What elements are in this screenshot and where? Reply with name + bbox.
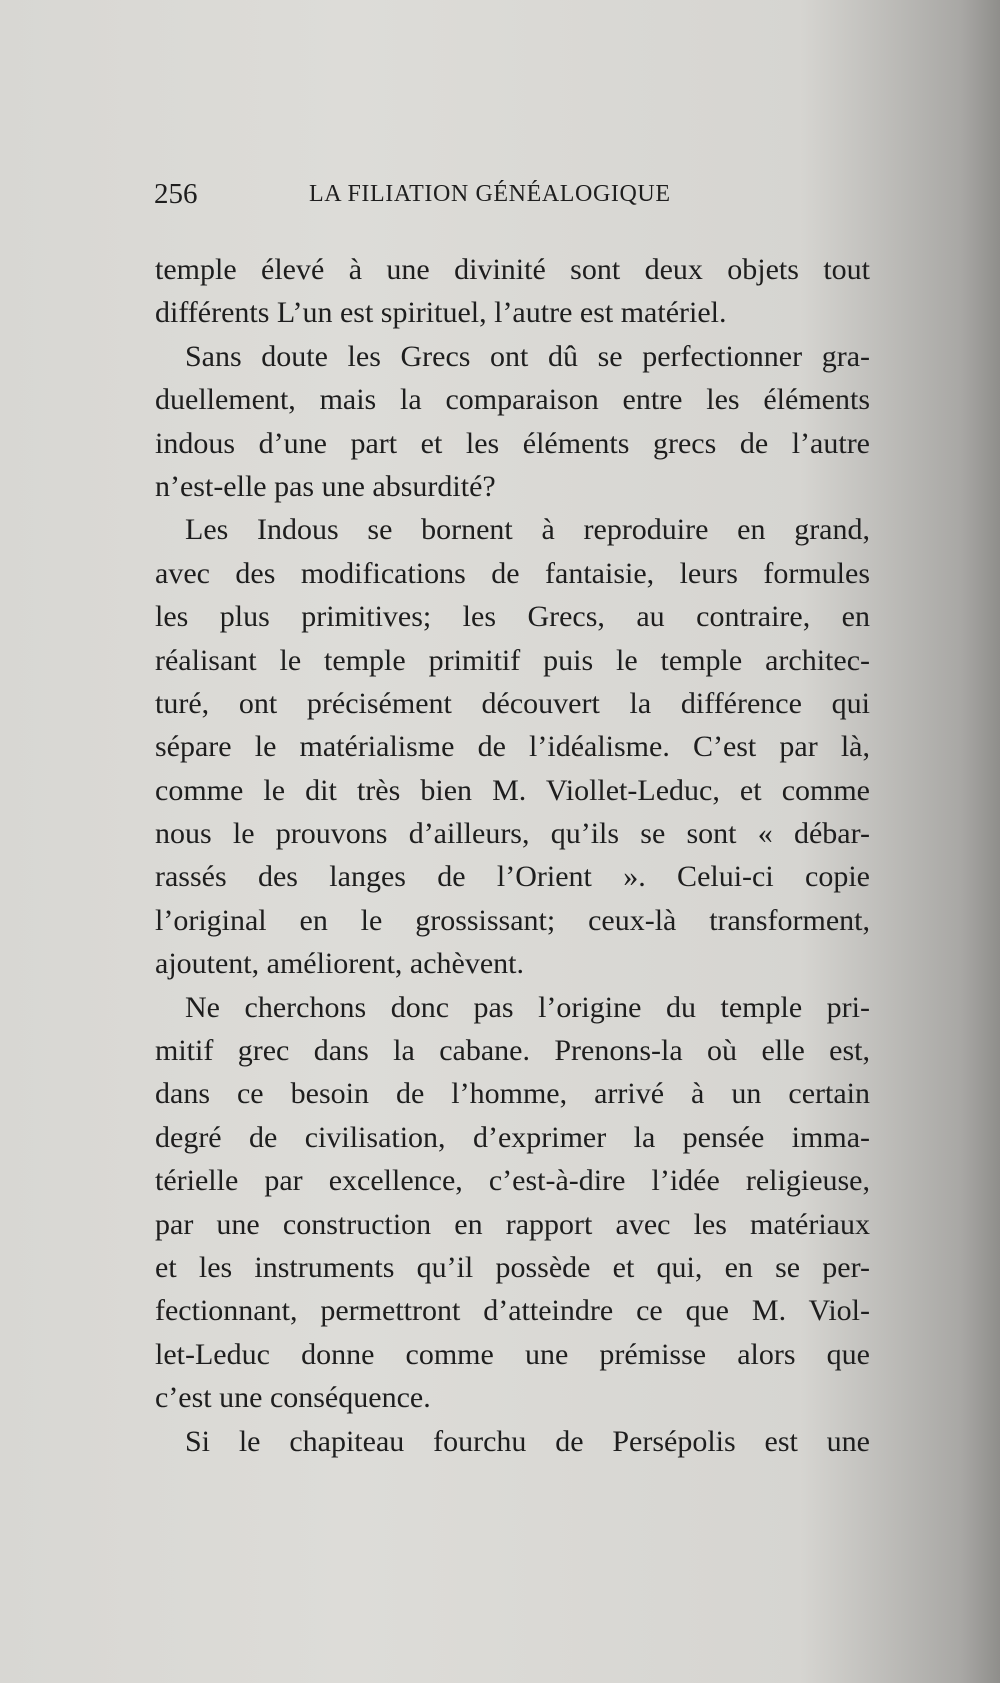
text-line: avec des modifications de fantaisie, leurs formules — [155, 556, 870, 590]
text-line: ajoutent, améliorent, achèvent. — [155, 947, 525, 981]
text-line: rassés des langes de l’Orient ». Celui-ci copie — [155, 860, 870, 894]
page-number: 256 — [154, 178, 198, 210]
body-text — [155, 248, 870, 1463]
text-line: l’original en le grossissant; ceux-là transforment, — [155, 903, 870, 937]
text-line: temple élevé à une divinité sont deux objets tout — [155, 253, 870, 286]
text-line: comme le dit très bien M. Viollet-Leduc, et comme — [155, 773, 870, 807]
text-line: térielle par excellence, c’est-à-dire l’idée religieuse, — [155, 1164, 870, 1198]
running-title: LA FILIATION GÉNÉALOGIQUE — [309, 181, 671, 207]
text-line: n’est-elle pas une absurdité? — [155, 469, 496, 503]
text-line: mitif grec dans la cabane. Prenons-la où elle est, — [155, 1034, 870, 1068]
text-line: dans ce besoin de l’homme, arrivé à un certain — [155, 1077, 870, 1111]
text-line: duellement, mais la comparaison entre les éléments — [155, 383, 870, 417]
text-line: sépare le matérialisme de l’idéalisme. C’est par là, — [155, 730, 870, 764]
text-line: c’est une conséquence. — [155, 1381, 431, 1415]
text-line: turé, ont précisément découvert la différence qui — [155, 686, 870, 720]
text-line: par une construction en rapport avec les matériaux — [155, 1207, 870, 1241]
text-line: fectionnant, permettront d’atteindre ce que M. Viol- — [155, 1294, 870, 1328]
text-line: indous d’une part et les éléments grecs de l’autre — [155, 426, 870, 460]
text-line: Sans doute les Grecs ont dû se perfectionner gra- — [185, 339, 870, 373]
text-line: Si le chapiteau fourchu de Persépolis est une — [185, 1424, 870, 1458]
text-line: et les instruments qu’il possède et qui, en se per- — [155, 1250, 870, 1284]
text-line: let-Leduc donne comme une prémisse alors que — [155, 1337, 870, 1371]
text-line: Ne cherchons donc pas l’origine du temple pri- — [185, 990, 870, 1024]
text-line: nous le prouvons d’ailleurs, qu’ils se sont « débar- — [155, 817, 870, 851]
text-line: Les Indous se bornent à reproduire en grand, — [185, 513, 870, 547]
text-line: réalisant le temple primitif puis le temple architec- — [155, 643, 870, 677]
text-line: degré de civilisation, d’exprimer la pensée imma- — [155, 1120, 870, 1154]
text-line: les plus primitives; les Grecs, au contraire, en — [155, 600, 870, 634]
page-header — [154, 178, 874, 214]
text-line: différents L’un est spirituel, l’autre est matériel. — [155, 296, 727, 330]
